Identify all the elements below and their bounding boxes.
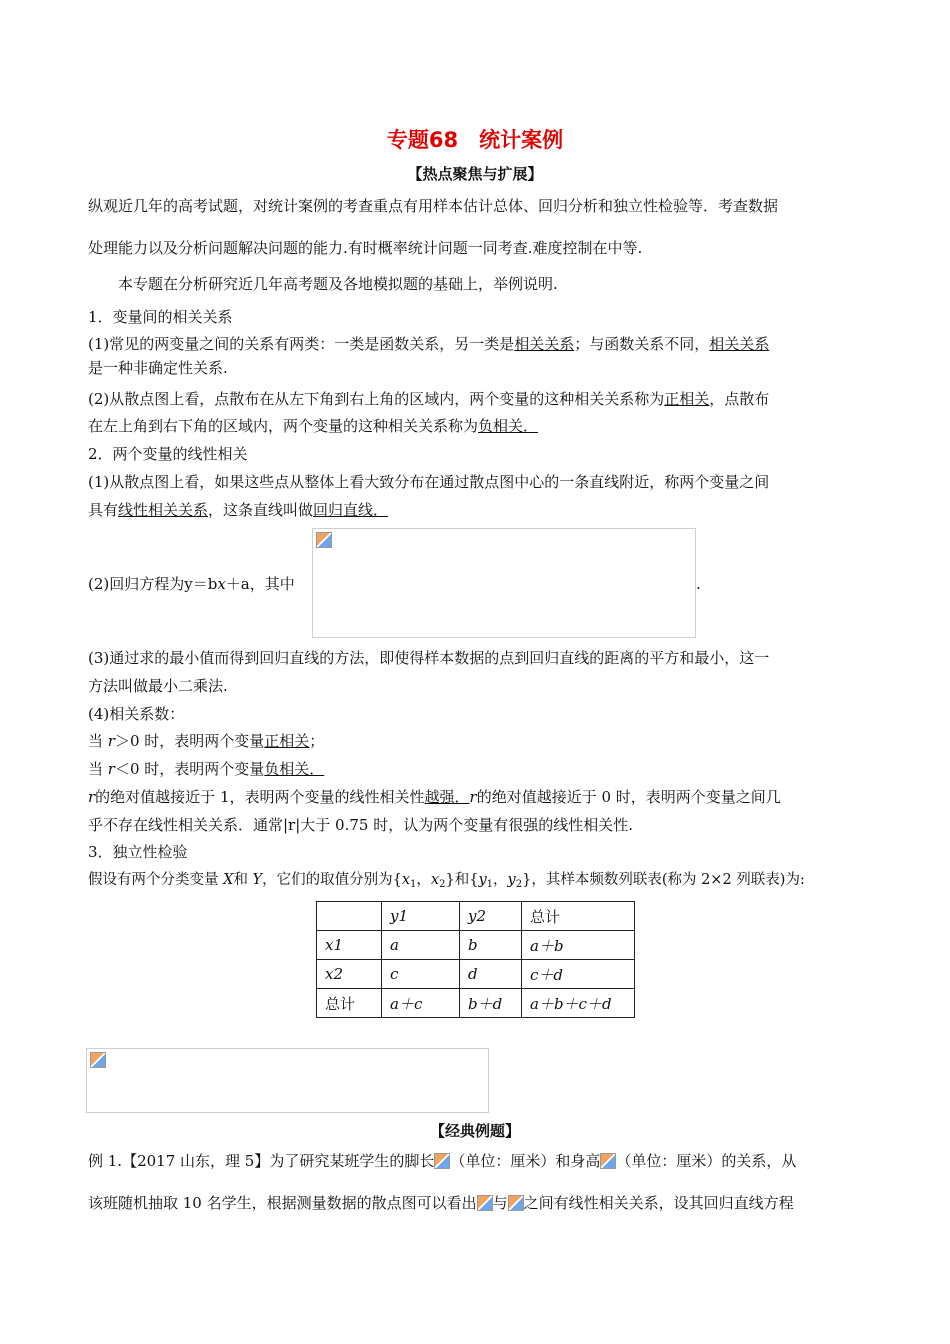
s2-p3: (3)通过求的最小值而得到回归直线的方法，即使得样本数据的点到回归直线的距离的平方和最小，这一: [88, 649, 770, 667]
broken-image-icon: [90, 1052, 106, 1068]
table-cell: a＋b＋c＋d: [522, 989, 635, 1018]
text: 当: [88, 760, 108, 778]
underlined-term: 相关关系: [709, 335, 770, 353]
text: 该班随机抽取 10 名学生，根据测量数据的散点图可以看出: [88, 1194, 477, 1212]
s2-p4: (4)相关系数：: [88, 705, 185, 723]
text: 之间有线性相关关系，设其回归直线方程: [523, 1194, 794, 1212]
subscript: 2: [515, 879, 523, 890]
broken-image-icon: [600, 1153, 616, 1169]
text: 的绝对值越接近于 1，表明两个变量的线性相关性: [95, 788, 425, 806]
s1-heading: 1．变量间的相关关系: [88, 308, 233, 326]
text: ，它们的取值分别为{: [262, 872, 402, 888]
text: (2)从散点图上看，点散布在从左下角到右上角的区域内，两个变量的这种相关关系称为: [88, 390, 665, 408]
text: ＜0 时，表明两个变量: [114, 760, 265, 778]
table-cell: x1: [317, 931, 382, 960]
text: ，这条直线叫做: [208, 501, 314, 519]
s3-heading: 3．独立性检验: [88, 843, 188, 861]
math-var: r: [107, 732, 115, 750]
text: 的绝对值越接近于 0 时，表明两个变量之间几: [476, 788, 781, 806]
s2-p1-cont: [88, 500, 388, 520]
broken-image-icon: [434, 1153, 450, 1169]
underlined-term: 越强．: [424, 788, 470, 806]
table-row: [317, 960, 635, 989]
table-cell: [317, 902, 382, 931]
underlined-term: 负相关．: [264, 760, 325, 778]
broken-image-icon: [316, 532, 332, 548]
s2-p7: [88, 787, 781, 807]
section-heading-hotspots: 【热点聚焦与扩展】: [407, 165, 543, 183]
text: （单位：厘米）和身高: [450, 1152, 601, 1170]
table-row: [317, 902, 635, 931]
s2-p8: 乎不存在线性相关关系．通常|r|大于 0.75 时，认为两个变量有很强的线性相关性.: [88, 816, 633, 834]
table-cell: b＋d: [460, 989, 522, 1018]
table-cell: c＋d: [522, 960, 635, 989]
text: ，: [493, 872, 508, 888]
s1-p2-cont: [88, 416, 538, 436]
s2-p1: (1)从散点图上看，如果这些点从整体上看大致分布在通过散点图中心的一条直线附近，称两个变量之间: [88, 473, 770, 491]
table-cell: c: [382, 960, 460, 989]
underlined-term: 线性相关关系: [118, 501, 209, 519]
math-var: y: [478, 872, 487, 888]
example-line-2: [88, 1193, 794, 1213]
table-row: [317, 931, 635, 960]
table-cell: y2: [460, 902, 522, 931]
broken-image-icon: [508, 1195, 524, 1211]
math-var: Y: [252, 872, 263, 888]
subscript: 1: [486, 879, 494, 890]
text: ，: [416, 872, 431, 888]
s2-heading: 2．两个变量的线性相关: [88, 445, 248, 463]
math-var: x: [430, 872, 440, 888]
text: ＞0 时，表明两个变量: [114, 732, 265, 750]
formula-image-placeholder: [312, 528, 696, 638]
s2-p3-cont: 方法叫做最小二乘法.: [88, 677, 228, 695]
text: 假设有两个分类变量: [88, 872, 224, 888]
table-cell: y1: [382, 902, 460, 931]
formula-image-placeholder-2: [86, 1048, 489, 1113]
table-cell: d: [460, 960, 522, 989]
underlined-term: 回归直线．: [313, 501, 389, 519]
example-line-1: [88, 1151, 796, 1171]
text: ；与函数关系不同，: [574, 335, 710, 353]
s1-p1: [88, 334, 769, 354]
intro-line-2: 处理能力以及分析问题解决问题的能力.有时概率统计问题一同考查.难度控制在中等.: [88, 239, 643, 257]
s3-p1: [88, 870, 805, 895]
table-cell: a＋b: [522, 931, 635, 960]
math-var: x: [217, 575, 226, 593]
table-cell: 总计: [522, 902, 635, 931]
s2-p2: [88, 574, 295, 594]
math-var: y: [507, 872, 516, 888]
table-cell: b: [460, 931, 522, 960]
text: ；: [309, 732, 325, 750]
text: 和: [233, 872, 253, 888]
math-var: r: [469, 788, 477, 806]
text: }，其样本频数列联表(称为 2×2 列联表)为:: [522, 872, 805, 888]
math-var: X: [223, 872, 234, 888]
text: （单位：厘米）的关系，从: [616, 1152, 797, 1170]
text: (1)常见的两变量之间的关系有两类：一类是函数关系，另一类是: [88, 335, 515, 353]
intro-line-3: 本专题在分析研究近几年高考题及各地模拟题的基础上，举例说明.: [118, 275, 558, 293]
text: 例 1.【2017 山东，理 5】为了研究某班学生的脚长: [88, 1152, 435, 1170]
s2-p2-end: .: [696, 575, 701, 593]
underlined-term: 相关关系: [514, 335, 575, 353]
contingency-table: [316, 901, 635, 1018]
text: ，点散布: [709, 390, 770, 408]
subscript: 2: [439, 879, 446, 890]
underlined-term: 正相关: [664, 390, 710, 408]
text: (2)回归方程为y＝b: [88, 575, 218, 593]
broken-image-icon: [477, 1195, 493, 1211]
underlined-term: 负相关．: [478, 417, 539, 435]
s2-p5: [88, 731, 324, 751]
table-row: [317, 989, 635, 1018]
s2-p6: [88, 759, 324, 779]
intro-line-1: 纵观近几年的高考试题，对统计案例的考查重点有用样本估计总体、回归分析和独立性检验等．考查数据: [88, 197, 779, 215]
text: 具有: [88, 501, 119, 519]
table-cell: a: [382, 931, 460, 960]
table-cell: x2: [317, 960, 382, 989]
page-title: 专题68 统计案例: [386, 128, 564, 152]
section-heading-examples: 【经典例题】: [429, 1122, 520, 1140]
subscript: 1: [410, 879, 417, 890]
text: }和{: [445, 872, 479, 888]
table-cell: a＋c: [382, 989, 460, 1018]
table-cell: 总计: [317, 989, 382, 1018]
s1-p2: [88, 389, 769, 409]
text: ＋a，其中: [225, 575, 295, 593]
s1-p1-cont: 是一种非确定性关系.: [88, 359, 228, 377]
underlined-term: 正相关: [264, 732, 310, 750]
math-var: x: [401, 872, 411, 888]
math-var: r: [107, 760, 115, 778]
text: 当: [88, 732, 108, 750]
text: 在左上角到右下角的区域内，两个变量的这种相关关系称为: [88, 417, 479, 435]
text: 与: [492, 1194, 508, 1212]
math-var: r: [88, 788, 96, 806]
